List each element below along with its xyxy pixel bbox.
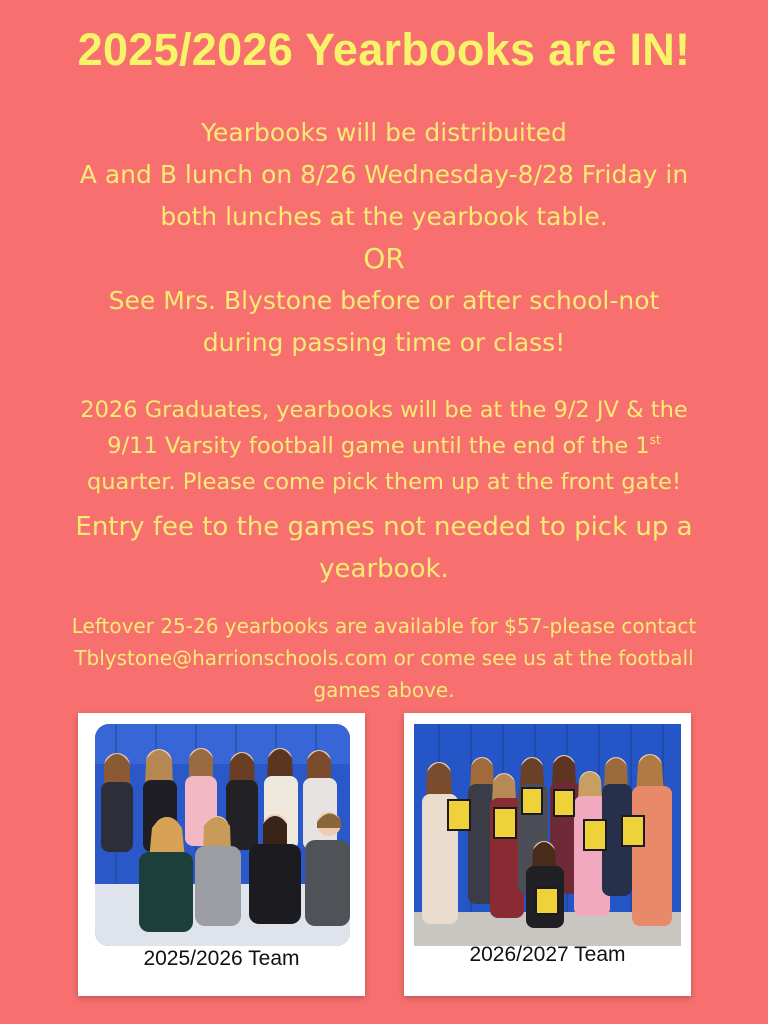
graduates-line-3: quarter. Please come pick them up at the front gate! — [87, 469, 681, 495]
distribution-info — [0, 112, 768, 364]
graduates-info — [0, 392, 768, 500]
entry-fee-line-1: Entry fee to the games not needed to pick up a — [75, 512, 693, 542]
or-divider-text: OR — [363, 242, 405, 275]
photo-card-2025-2026-team — [78, 713, 365, 996]
leftover-line-3: games above. — [313, 678, 455, 702]
distribution-line-1: Yearbooks will be distribuited — [201, 118, 567, 147]
distribution-line-5: during passing time or class! — [202, 328, 566, 357]
photo-caption-2025-2026: 2025/2026 Team — [143, 947, 300, 970]
graduates-line-1: 2026 Graduates, yearbooks will be at the 9/2 JV & the — [80, 397, 688, 423]
team-photo-2026-2027 — [414, 724, 681, 946]
page-title: 2025/2026 Yearbooks are IN! — [77, 24, 691, 75]
distribution-line-2: A and B lunch on 8/26 Wednesday-8/28 Friday in — [79, 160, 689, 189]
graduates-line-2-text: 9/11 Varsity football game until the end of the 1 — [107, 433, 650, 459]
ordinal-suffix: st — [649, 433, 661, 447]
leftover-line-1: Leftover 25-26 yearbooks are available for $57-please contact — [71, 614, 697, 638]
team-photo-2025-2026 — [95, 724, 350, 946]
graduates-line-2 — [0, 428, 768, 464]
entry-fee-info — [0, 506, 768, 590]
distribution-line-3: both lunches at the yearbook table. — [160, 202, 608, 231]
photo-caption-2026-2027: 2026/2027 Team — [469, 943, 626, 966]
distribution-line-4: See Mrs. Blystone before or after school-not — [108, 286, 660, 315]
leftover-info — [0, 610, 768, 706]
entry-fee-line-2: yearbook. — [319, 554, 449, 584]
leftover-line-2[interactable]: Tblystone@harrionschools.com or come see us at the football — [74, 646, 694, 670]
photo-card-2026-2027-team — [404, 713, 691, 996]
